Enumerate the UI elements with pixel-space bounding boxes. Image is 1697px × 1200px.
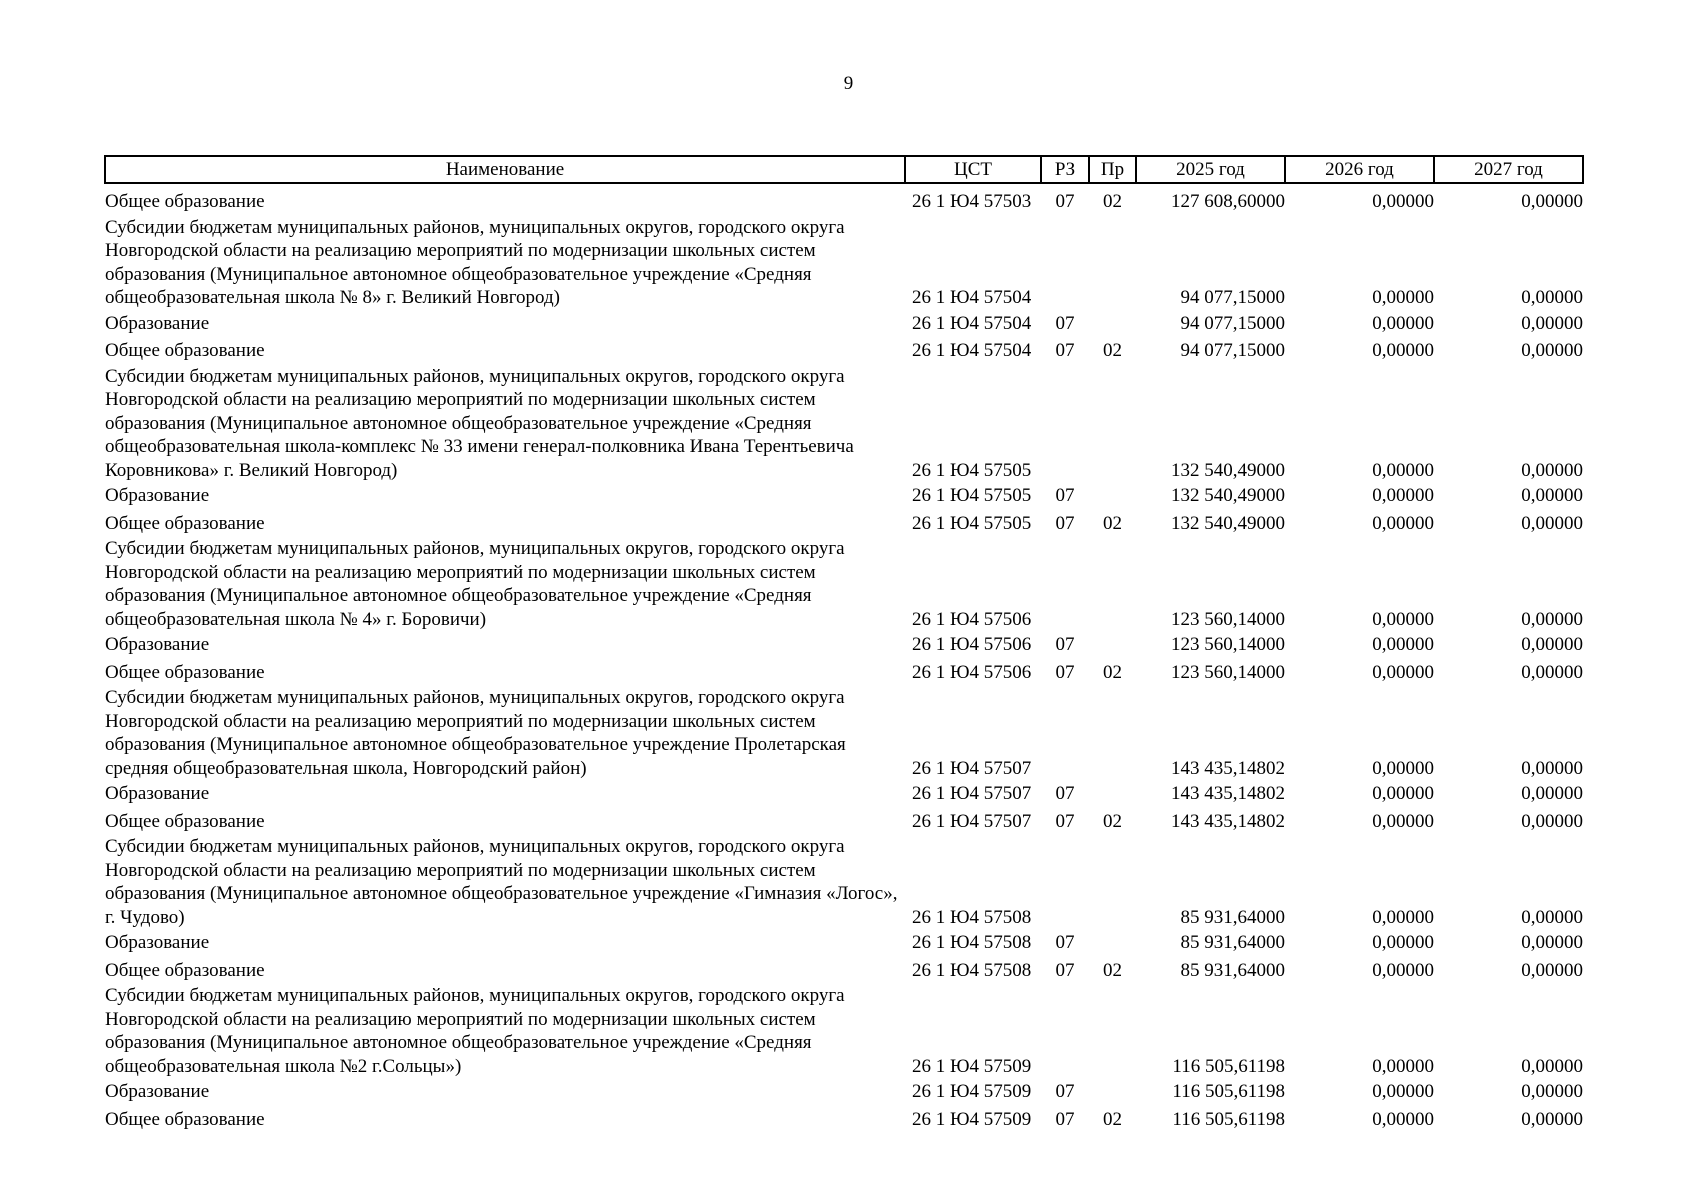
row-2026: 0,00000 [1372,1081,1434,1102]
row-name: Общее образование [105,661,265,683]
row-2025: 143 435,14802 [1171,757,1285,779]
row-rz: 07 [1055,1108,1075,1130]
row-cst: 26 1 Ю4 57508 [912,932,1032,953]
row-name: Образование [105,312,210,334]
row-pr [1089,835,1136,929]
header-rz: РЗ [1041,156,1089,183]
header-cst: ЦСТ [905,156,1041,183]
header-2027: 2027 год [1434,156,1583,183]
table-row [105,686,1583,780]
row-2027: 0,00000 [1521,1081,1583,1102]
row-cst: 26 1 Ю4 57503 [912,191,1032,212]
table-row [105,1106,1583,1134]
row-cst: 26 1 Ю4 57504 [912,312,1032,334]
row-pr [1089,780,1136,808]
table-row [105,482,1583,510]
row-2026: 0,00000 [1372,191,1434,212]
row-2026: 0,00000 [1372,810,1434,832]
row-2026: 0,00000 [1372,1108,1434,1130]
row-2025: 123 560,14000 [1171,634,1285,655]
table-row [105,510,1583,538]
row-2025: 132 540,49000 [1171,485,1285,506]
row-name: Общее образование [105,512,265,534]
row-2026: 0,00000 [1372,512,1434,534]
budget-table [104,155,1584,1133]
row-pr [1089,1078,1136,1106]
row-name: Общее образование [105,191,265,212]
row-2025: 85 931,64000 [1180,932,1285,953]
row-rz: 07 [1055,485,1075,506]
row-cst: 26 1 Ю4 57505 [912,459,1032,481]
row-2026: 0,00000 [1372,485,1434,506]
row-2025: 116 505,61198 [1172,1055,1285,1077]
row-cst: 26 1 Ю4 57508 [912,906,1032,928]
row-2027: 0,00000 [1521,287,1583,308]
row-pr [1089,686,1136,780]
row-2026: 0,00000 [1372,959,1434,981]
row-2025: 123 560,14000 [1171,608,1285,630]
header-2025: 2025 год [1136,156,1285,183]
row-2027: 0,00000 [1521,191,1583,212]
row-name: Общее образование [105,1108,265,1130]
row-name: Образование [105,1081,210,1102]
row-2027: 0,00000 [1521,608,1583,630]
row-pr: 02 [1103,191,1122,212]
row-2026: 0,00000 [1372,459,1434,481]
header-row [105,156,1583,183]
table-row [105,984,1583,1078]
table-row [105,537,1583,631]
row-rz: 07 [1055,312,1075,334]
row-cst: 26 1 Ю4 57506 [912,608,1032,630]
row-pr: 02 [1103,1108,1122,1130]
row-name: Образование [105,932,210,953]
row-rz [1041,365,1089,483]
row-2027: 0,00000 [1521,340,1583,361]
row-rz: 07 [1055,191,1075,212]
header-name: Наименование [105,156,905,183]
row-cst: 26 1 Ю4 57506 [912,634,1032,655]
row-2027: 0,00000 [1521,512,1583,534]
row-name: Общее образование [105,959,265,981]
row-2027: 0,00000 [1521,661,1583,683]
row-cst: 26 1 Ю4 57504 [912,287,1032,308]
row-2026: 0,00000 [1372,608,1434,630]
row-2025: 132 540,49000 [1171,512,1285,534]
table-row [105,780,1583,808]
row-rz: 07 [1055,340,1075,361]
row-2027: 0,00000 [1521,634,1583,655]
row-pr [1089,310,1136,338]
row-pr [1089,482,1136,510]
row-rz: 07 [1055,512,1075,534]
row-2026: 0,00000 [1372,312,1434,334]
row-2026: 0,00000 [1372,634,1434,655]
row-2025: 123 560,14000 [1171,661,1285,683]
row-2025: 127 608,60000 [1171,191,1285,212]
row-2027: 0,00000 [1521,312,1583,334]
header-2026: 2026 год [1285,156,1434,183]
row-cst: 26 1 Ю4 57505 [912,512,1032,534]
row-rz [1041,537,1089,631]
row-2025: 116 505,61198 [1172,1108,1285,1130]
row-name: Субсидии бюджетам муниципальных районов, муниципальных округов, городского округа Новгородской области на реализацию мероприятий по модернизации школьных систем образования (Муниципальное автономное общеобразовательное учреждение «Гимназия «Логос», г. Чудово) [105,836,898,928]
row-2027: 0,00000 [1521,959,1583,981]
row-pr: 02 [1103,959,1122,981]
row-pr [1089,216,1136,310]
row-rz: 07 [1055,661,1075,683]
row-2027: 0,00000 [1521,459,1583,481]
row-pr: 02 [1103,512,1122,534]
row-cst: 26 1 Ю4 57509 [912,1055,1032,1077]
row-name: Субсидии бюджетам муниципальных районов, муниципальных округов, городского округа Новгородской области на реализацию мероприятий по модернизации школьных систем образования (Муниципальное автономное общеобразовательное учреждение «Средняя общеобразовательная школа № 4» г. Боровичи) [105,538,845,630]
row-pr [1089,537,1136,631]
row-pr: 02 [1103,340,1122,361]
row-2027: 0,00000 [1521,757,1583,779]
table-row [105,183,1583,216]
row-2027: 0,00000 [1521,932,1583,953]
row-cst: 26 1 Ю4 57506 [912,661,1032,683]
row-2027: 0,00000 [1521,906,1583,928]
row-rz: 07 [1055,783,1075,804]
table-row [105,1078,1583,1106]
table-row [105,631,1583,659]
row-cst: 26 1 Ю4 57508 [912,959,1032,981]
row-2026: 0,00000 [1372,757,1434,779]
row-2026: 0,00000 [1372,932,1434,953]
row-name: Общее образование [105,340,265,361]
row-2025: 143 435,14802 [1171,810,1285,832]
table-row [105,310,1583,338]
row-2027: 0,00000 [1521,1108,1583,1130]
table-row [105,365,1583,483]
row-cst: 26 1 Ю4 57505 [912,485,1032,506]
row-cst: 26 1 Ю4 57507 [912,783,1032,804]
row-cst: 26 1 Ю4 57509 [912,1108,1032,1130]
table-row [105,216,1583,310]
row-2026: 0,00000 [1372,783,1434,804]
row-2025: 143 435,14802 [1171,783,1285,804]
row-name: Субсидии бюджетам муниципальных районов, муниципальных округов, городского округа Новгородской области на реализацию мероприятий по модернизации школьных систем образования (Муниципальное автономное общеобразовательное учреждение «Средняя общеобразовательная школа № 8» г. Великий Новгород) [105,216,845,308]
table-row [105,808,1583,836]
row-2026: 0,00000 [1372,906,1434,928]
row-2025: 94 077,15000 [1180,287,1285,308]
row-name: Общее образование [105,810,265,832]
row-rz: 07 [1055,634,1075,655]
row-2025: 116 505,61198 [1172,1081,1285,1102]
row-rz [1041,984,1089,1078]
row-rz: 07 [1055,932,1075,953]
row-2026: 0,00000 [1372,340,1434,361]
row-2027: 0,00000 [1521,1055,1583,1077]
row-pr: 02 [1103,810,1122,832]
row-name: Образование [105,634,210,655]
row-2027: 0,00000 [1521,485,1583,506]
row-pr [1089,929,1136,957]
row-name: Субсидии бюджетам муниципальных районов, муниципальных округов, городского округа Новгородской области на реализацию мероприятий по модернизации школьных систем образования (Муниципальное автономное общеобразовательное учреждение «Средняя общеобразовательная школа №2 г.Сольцы») [105,985,845,1077]
row-rz: 07 [1055,1081,1075,1102]
table-body [105,183,1583,1133]
row-cst: 26 1 Ю4 57507 [912,757,1032,779]
table-row [105,337,1583,365]
row-rz [1041,686,1089,780]
row-name: Образование [105,485,210,506]
row-2026: 0,00000 [1372,287,1434,308]
row-rz: 07 [1055,810,1075,832]
row-pr [1089,984,1136,1078]
row-cst: 26 1 Ю4 57507 [912,810,1032,832]
row-cst: 26 1 Ю4 57504 [912,340,1032,361]
page-number: 9 [843,73,854,94]
row-2027: 0,00000 [1521,810,1583,832]
table-row [105,957,1583,985]
row-cst: 26 1 Ю4 57509 [912,1081,1032,1102]
row-2025: 132 540,49000 [1171,459,1285,481]
table-row [105,659,1583,687]
row-2026: 0,00000 [1372,1055,1434,1077]
row-pr [1089,631,1136,659]
table-row [105,929,1583,957]
row-2025: 94 077,15000 [1180,312,1285,334]
row-2027: 0,00000 [1521,783,1583,804]
row-pr: 02 [1103,661,1122,683]
row-pr [1089,365,1136,483]
row-2025: 85 931,64000 [1180,906,1285,928]
row-name: Субсидии бюджетам муниципальных районов, муниципальных округов, городского округа Новгородской области на реализацию мероприятий по модернизации школьных систем образования (Муниципальное автономное общеобразовательное учреждение Пролетарская средняя общеобразовательная школа, Новгородский район) [105,687,846,779]
table-header [105,156,1583,183]
row-2025: 85 931,64000 [1180,959,1285,981]
row-name: Субсидии бюджетам муниципальных районов, муниципальных округов, городского округа Новгородской области на реализацию мероприятий по модернизации школьных систем образования (Муниципальное автономное общеобразовательное учреждение «Средняя общеобразовательная школа-комплекс № 33 имени генерал-полковника Ивана Терентьевича Коровникова» г. Великий Новгород) [105,365,854,481]
row-name: Образование [105,783,210,804]
table-row [105,835,1583,929]
row-rz [1041,835,1089,929]
row-rz [1041,216,1089,310]
header-pr: Пр [1089,156,1136,183]
row-rz: 07 [1055,959,1075,981]
row-2026: 0,00000 [1372,661,1434,683]
row-2025: 94 077,15000 [1180,340,1285,361]
